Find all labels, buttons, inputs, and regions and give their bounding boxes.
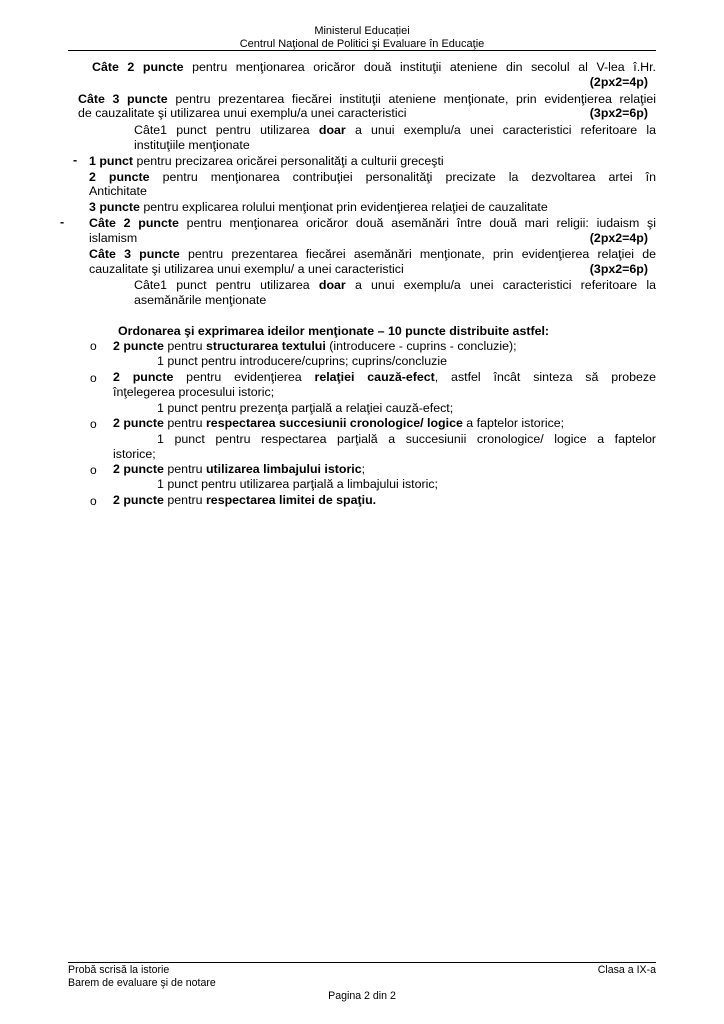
- line-5: instituţiile menţionate: [134, 138, 250, 152]
- footer-divider: [68, 962, 656, 963]
- line-6: 1 punct pentru precizarea oricărei personalităţi a culturii greceşti: [89, 154, 444, 168]
- item-2-line-2: înţelegerea procesului istoric;: [113, 385, 275, 399]
- bullet-5: o: [90, 494, 97, 508]
- section-heading: Ordonarea şi exprimarea ideilor menţionate – 10 puncte distribuite astfel:: [118, 324, 550, 338]
- page-number: Pagina 2 din 2: [328, 990, 396, 1002]
- bullet-1: o: [90, 339, 97, 353]
- footer-class: Clasa a IX-a: [597, 964, 656, 976]
- line-15: asemănările menţionate: [134, 293, 267, 307]
- bullet-4: o: [90, 463, 97, 477]
- line-14: Câte1 punct pentru utilizarea doar a unui exemplu/a unei caracteristici referitoare la: [134, 278, 656, 292]
- header-ministry: Ministerul Educației: [314, 25, 410, 37]
- footer-subject: Probă scrisă la istorie: [68, 964, 170, 976]
- line-13: cauzalitate şi utilizarea unui exemplu/ a unei caracteristici: [89, 262, 404, 276]
- line-9: 3 puncte pentru explicarea rolului menţionat prin evidenţierea relaţiei de cauzalitate: [89, 200, 548, 214]
- item-2-sub: 1 punct pentru prezenţa parţială a relaţiei cauză-efect;: [157, 401, 454, 415]
- line-7: 2 puncte pentru menţionarea contribuţiei personalităţi precizate la dezvoltarea artei în: [89, 170, 656, 184]
- line-2: Câte 3 puncte pentru prezentarea fiecărei instituţii ateniene menţionate, prin evidenţierea relaţiei: [78, 92, 656, 106]
- item-5: 2 puncte pentru respectarea limitei de spaţiu.: [113, 493, 377, 507]
- item-2: 2 puncte pentru evidenţierea relaţiei cauză-efect, astfel încât sinteza să probeze: [113, 370, 656, 384]
- score-4: (3px2=6p): [589, 262, 648, 276]
- line-8: Antichitate: [89, 184, 147, 198]
- line-12: Câte 3 puncte pentru prezentarea fiecărei asemănări menţionate, prin evidenţierea relaţiei de: [89, 247, 656, 261]
- line-4: Câte1 punct pentru utilizarea doar a unui exemplu/a unei caracteristici referitoare la: [134, 123, 656, 137]
- bullet-2: o: [90, 371, 97, 385]
- dash-2: -: [60, 215, 65, 229]
- item-3-sub: 1 punct pentru respectarea parţială a succesiunii cronologice/ logice a faptelor: [157, 432, 656, 446]
- item-4-sub: 1 punct pentru utilizarea parţială a limbajului istoric;: [157, 477, 438, 491]
- line-10: Câte 2 puncte pentru menţionarea oricăror două asemănări între două mari religii: iudaism şi: [89, 216, 656, 230]
- item-4: 2 puncte pentru utilizarea limbajului istoric;: [113, 462, 366, 476]
- dash-1: -: [73, 153, 78, 167]
- item-3-sub-line-2: istorice;: [113, 447, 156, 461]
- line-3: de cauzalitate şi utilizarea unui exemplu/a unei caracteristici: [78, 106, 407, 120]
- score-2: (3px2=6p): [589, 106, 648, 120]
- line-1: Câte 2 puncte pentru menţionarea oricăror două instituţii ateniene din secolul al V-lea î.Hr.: [92, 60, 656, 74]
- item-1: 2 puncte pentru structurarea textului (introducere - cuprins - concluzie);: [113, 339, 517, 353]
- bullet-3: o: [90, 417, 97, 431]
- score-3: (2px2=4p): [589, 231, 648, 245]
- score-1: (2px2=4p): [589, 75, 648, 89]
- footer-document: Barem de evaluare şi de notare: [68, 977, 216, 989]
- line-11: islamism: [89, 231, 138, 245]
- item-3: 2 puncte pentru respectarea succesiunii cronologice/ logice a faptelor istorice;: [113, 416, 565, 430]
- item-1-sub: 1 punct pentru introducere/cuprins; cuprins/concluzie: [157, 354, 447, 368]
- header-center: Centrul Naţional de Politici şi Evaluare în Educaţie: [239, 38, 485, 50]
- header-divider: [68, 50, 656, 51]
